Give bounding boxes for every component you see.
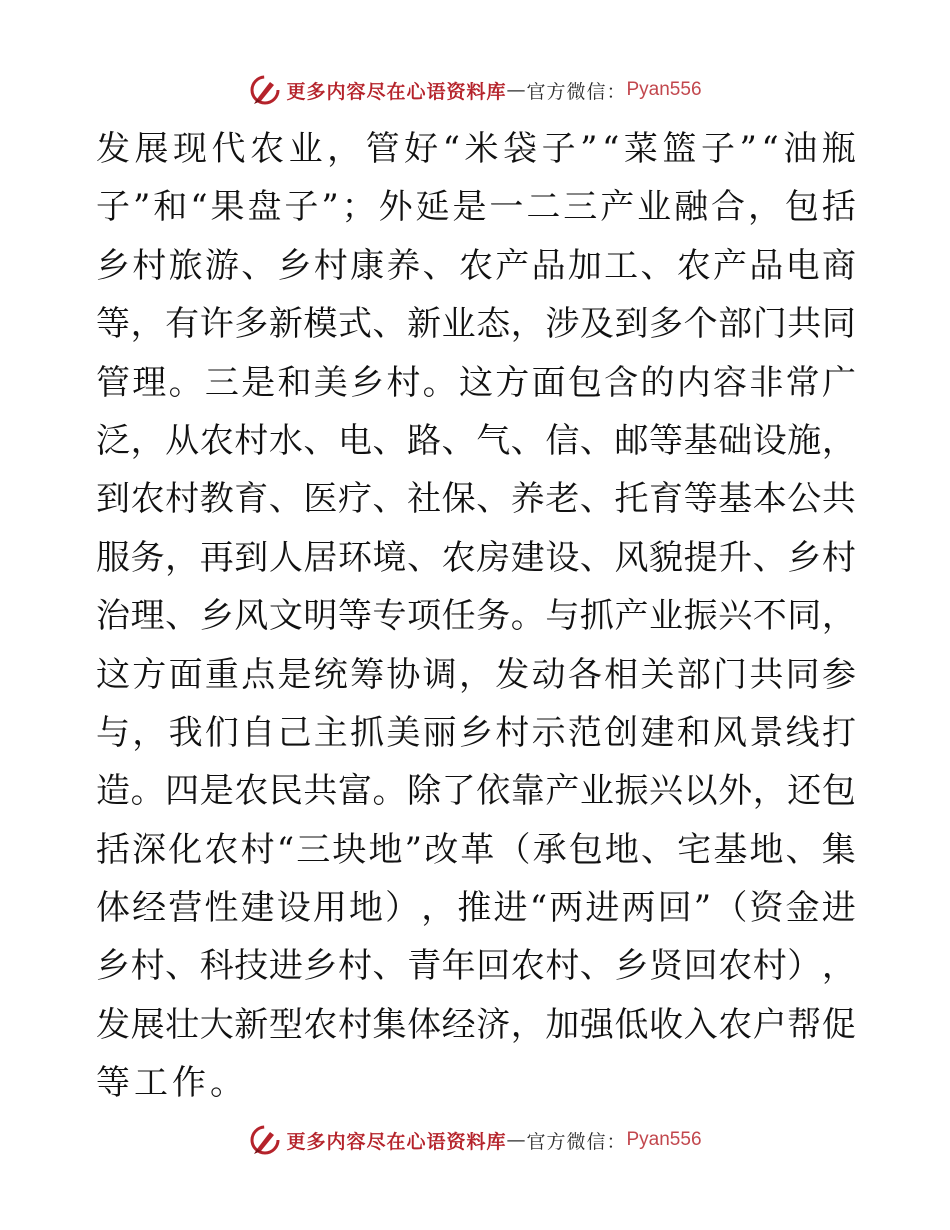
footer-banner [0,1120,950,1160]
header-banner [0,70,950,110]
banner-main-text: 更多内容尽在心语资料库 [286,1130,507,1153]
text-line: 乡 村 旅 游 、 乡 村 康 养 、 农 产 品 加 工 、 农 产 品 电 商 [96,245,856,286]
text-line: 等 ， 有 许 多 新 模 式 、 新 业 态 ， 涉 及 到 多 个 部 门 共 同 [96,304,856,345]
text-line: 治 理 、 乡 风 文 明 等 专 项 任 务 。 与 抓 产 业 振 兴 不 同 ， [96,596,856,637]
text-line: 到 农 村 教 育 、 医 疗 、 社 保 、 养 老 、 托 育 等 基 本 公 共 [96,479,856,520]
text-line: 体 经 营 性 建 设 用 地 ） ， 推 进 “ 两 进 两 回 ” （ 资 金 进 [96,888,856,929]
document-body [96,120,856,1113]
text-line: 服 务 ， 再 到 人 居 环 境 、 农 房 建 设 、 风 貌 提 升 、 乡 村 [96,537,856,578]
banner-wechat-label: 官方微信： [526,80,627,103]
pen-ring-logo-icon [248,1123,282,1157]
pen-ring-logo-icon [248,73,282,107]
banner-dash: — [506,1129,527,1151]
text-line: 这 方 面 重 点 是 统 筹 协 调 ， 发 动 各 相 关 部 门 共 同 参 [96,654,856,695]
text-line: 乡 村 、 科 技 进 乡 村 、 青 年 回 农 村 、 乡 贤 回 农 村 ） ， [96,946,856,987]
text-line: 管 理 。 三 是 和 美 乡 村 。 这 方 面 包 含 的 内 容 非 常 广 [96,362,856,403]
text-line: 泛 ， 从 农 村 水 、 电 、 路 、 气 、 信 、 邮 等 基 础 设 施 ， [96,420,856,461]
banner-main-text: 更多内容尽在心语资料库 [286,80,507,103]
text-line-last: 等工作。 [96,1063,248,1104]
text-line: 发 展 壮 大 新 型 农 村 集 体 经 济 ， 加 强 低 收 入 农 户 帮 促 [96,1004,856,1045]
banner-wechat-account: Pyan556 [626,1129,702,1150]
text-line: 子 ” 和 “ 果 盘 子 ” ； 外 延 是 一 二 三 产 业 融 合 ， 包 括 [96,187,856,228]
banner-wechat-account: Pyan556 [626,79,702,100]
text-line: 括 深 化 农 村 “ 三 块 地 ” 改 革 （ 承 包 地 、 宅 基 地 、 集 [96,829,856,870]
text-line: 造 。 四 是 农 民 共 富 。 除 了 依 靠 产 业 振 兴 以 外 ， 还 包 [96,771,856,812]
banner-wechat-label: 官方微信： [526,1130,627,1153]
text-line: 发 展 现 代 农 业 ， 管 好 “ 米 袋 子 ” “ 菜 篮 子 ” “ 油 瓶 [96,129,856,169]
banner-dash: — [506,79,527,101]
text-line: 与 ， 我 们 自 己 主 抓 美 丽 乡 村 示 范 创 建 和 风 景 线 打 [96,712,856,753]
